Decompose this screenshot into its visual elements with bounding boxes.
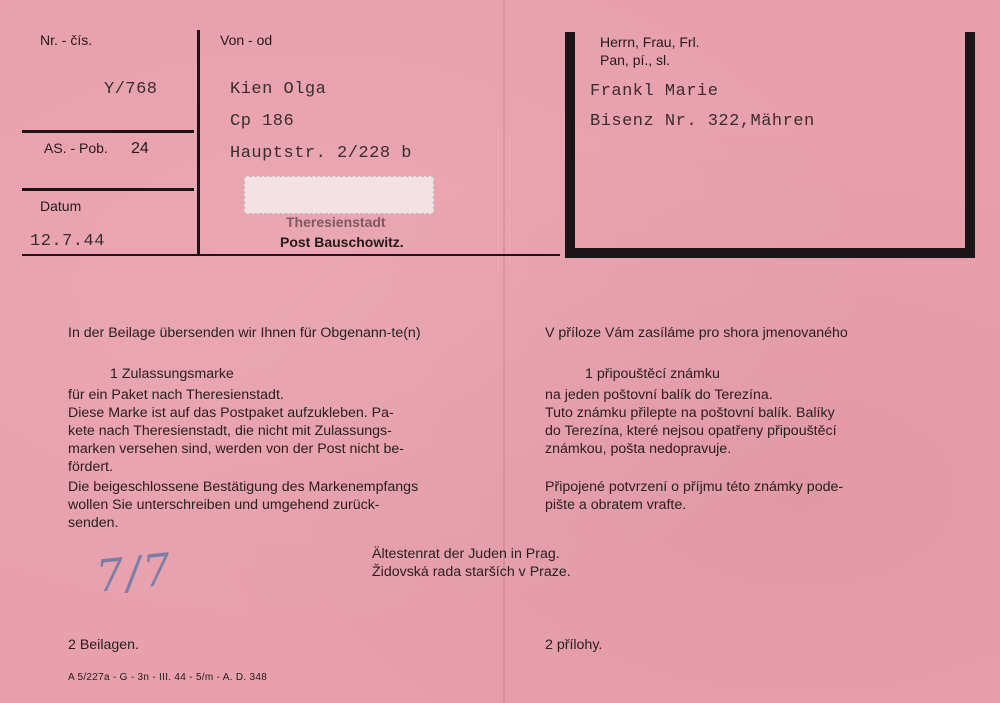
czech-line-4: známkou, pošta nedopravuje. [545,441,732,457]
german-intro: In der Beilage übersenden wir Ihnen für Obgenann-te(n) [68,325,421,341]
recipient-line-2: Bisenz Nr. 322,Mähren [590,112,815,131]
czech-intro: V příloze Vám zasíláme pro shora jmenovaného [545,325,848,341]
recipient-bracket-left [565,32,575,258]
german-line-3: kete nach Theresienstadt, die nicht mit Zulassungs- [68,423,392,439]
german-line-6: Die beigeschlossene Bestätigung des Markenempfangs [68,479,419,495]
sender-line-1: Kien Olga [230,80,327,99]
german-enclosures: 2 Beilagen. [68,637,139,653]
divider-bottom [22,254,560,256]
signature-line-2: Židovská rada starších v Praze. [372,564,571,580]
stamp-label [244,176,434,214]
german-line-7: wollen Sie unterschreiben und umgehend zurück- [68,497,380,513]
footer-code: A 5/227a - G - 3n - III. 44 - 5/m - A. D. 348 [68,672,268,683]
german-bold-item: 1 Zulassungsmarke [110,366,234,382]
recipient-line-1: Frankl Marie [590,82,719,101]
sender-line-3: Hauptstr. 2/228 b [230,144,412,163]
german-line-2: Diese Marke ist auf das Postpaket aufzukleben. Pa- [68,405,394,421]
fold-line [503,0,505,703]
czech-line-2: Tuto známku přilepte na poštovní balík. Balíky [545,405,835,421]
handwritten-note: 7/7 [93,544,176,603]
nr-value: Y/768 [104,80,158,99]
czech-line-6: pište a obratem vrafte. [545,497,687,513]
datum-label: Datum [40,198,82,214]
as-value: 24 [131,140,149,157]
recipient-label-1: Herrn, Frau, Frl. [600,34,700,50]
divider-as [22,188,194,191]
stamp-line-1: Theresienstadt [286,214,386,230]
datum-value: 12.7.44 [30,232,105,251]
czech-bold-item: 1 připouštěcí známku [585,366,720,382]
divider-nr [22,130,194,133]
german-line-4: marken versehen sind, werden von der Post nicht be- [68,441,404,457]
recipient-bracket-right [965,32,975,248]
divider-vertical-left [197,30,200,256]
von-label: Von - od [220,32,273,48]
german-line-5: fördert. [68,459,113,475]
czech-line-1: na jeden poštovní balík do Terezína. [545,387,773,403]
czech-line-3: do Terezína, které nejsou opatřeny připouštěcí [545,423,837,439]
german-line-8: senden. [68,515,119,531]
stamp-line-2: Post Bauschowitz. [280,234,404,250]
as-label: AS. - Pob. [44,140,108,156]
nr-label: Nr. - čís. [40,32,93,48]
recipient-bracket-bottom [565,248,975,258]
sender-line-2: Cp 186 [230,112,295,131]
recipient-label-2: Pan, pí., sl. [600,52,671,68]
czech-line-5: Připojené potvrzení o příjmu této známky pode- [545,479,844,495]
signature-line-1: Ältestenrat der Juden in Prag. [372,546,560,562]
czech-enclosures: 2 přílohy. [545,637,603,653]
german-line-1: für ein Paket nach Theresienstadt. [68,387,284,403]
